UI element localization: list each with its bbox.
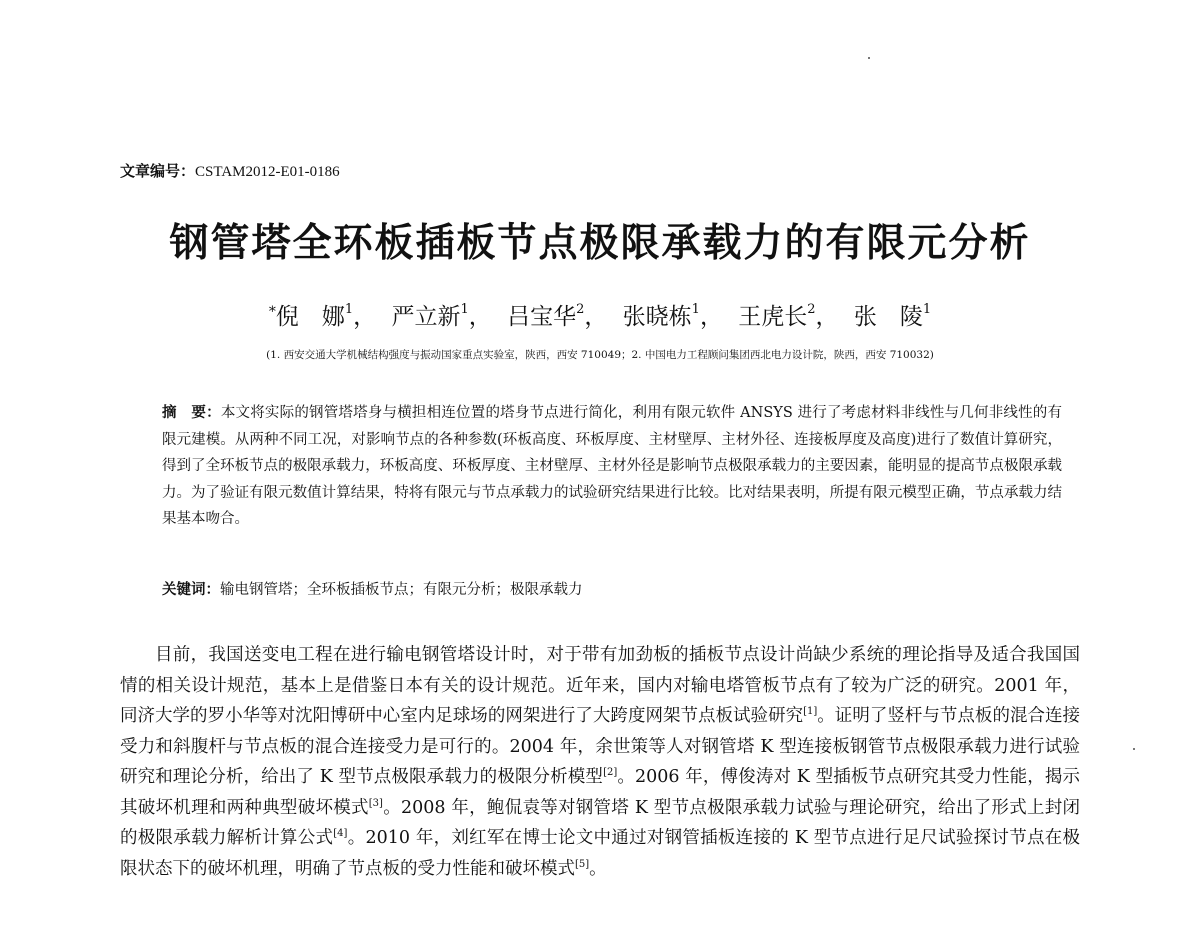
- body-paragraph: 目前，我国送变电工程在进行输电钢管塔设计时，对于带有加劲板的插板节点设计尚缺少系统的理论指导及适合我国国情的相关设计规范，基本上是借鉴日本有关的设计规范。近年来，国内对输电塔管板节点有了较为广泛的研究。2001 年，同济大学的罗小华等对沈阳博研中心室内足球场的网架进行了大跨度网架节点板试验研究[1]。证明了竖杆与节点板的混合连接受力和斜腹杆与节点板的混合连接受力是可行的。2004 年，余世策等人对钢管塔 K 型连接板钢管节点极限承载力进行试验研究和理论分析，给出了 K 型节点极限承载力的极限分析模型[2]。2006 年，傅俊涛对 K 型插板节点研究其受力性能，揭示其破坏机理和两种典型破坏模式[3]。2008 年，鲍侃袁等对钢管塔 K 型节点极限承载力试验与理论研究，给出了形式上封闭的极限承载力解析计算公式[4]。2010 年，刘红军在博士论文中通过对钢管插板连接的 K 型节点进行足尺试验探讨节点在极限状态下的破坏机理，明确了节点板的受力性能和破坏模式[5]。: [120, 645, 1081, 879]
- author: *倪 娜$^1$，: [268, 302, 377, 330]
- citation: [3]: [368, 797, 383, 809]
- body-text: [120, 640, 1080, 884]
- citation: [5]: [575, 858, 590, 870]
- author: 吕宝华$^2$，: [507, 302, 608, 330]
- abstract-text: 本文将实际的钢管塔塔身与横担相连位置的塔身节点进行简化，利用有限元软件 ANSYS 进行了考虑材料非线性与几何非线性的有限元建模。从两种不同工况，对影响节点的各种参数(环板高度、环板厚度、主材壁厚、主材外径、连接板厚度及高度)进行了数值计算研究，得到了全环板节点的极限承载力，环板高度、环板厚度、主材壁厚、主材外径是影响节点极限承载力的主要因素，能明显的提高节点极限承载力。为了验证有限元数值计算结果，特将有限元与节点承载力的试验研究结果进行比较。比对结果表明，所提有限元模型正确，节点承载力结果基本吻合。: [162, 405, 1063, 527]
- author: 王虎长$^2$，: [738, 302, 839, 330]
- scan-speck: [868, 57, 870, 59]
- keywords-text: 输电钢管塔；全环板插板节点；有限元分析；极限承载力: [220, 582, 583, 598]
- author-list: [0, 298, 1200, 331]
- citation: [4]: [333, 828, 348, 840]
- keywords-label: 关键词：: [162, 582, 220, 598]
- affiliations: (1. 西安交通大学机械结构强度与振动国家重点实验室，陕西，西安 710049；2. 中国电力工程顾问集团西北电力设计院，陕西，西安 710032): [266, 349, 934, 361]
- citation: [1]: [803, 706, 818, 718]
- citation: [2]: [603, 767, 618, 779]
- author: 张晓栋$^1$，: [622, 302, 723, 330]
- author: 张 陵$^1$: [853, 302, 932, 330]
- paper-title: 钢管塔全环板插板节点极限承载力的有限元分析: [169, 221, 1031, 266]
- article-number-value: CSTAM2012-E01-0186: [195, 164, 340, 180]
- author: 严立新$^1$，: [391, 302, 492, 330]
- abstract-label: 摘 要：: [162, 405, 221, 421]
- scan-speck: [1133, 748, 1135, 750]
- article-number-label: 文章编号：: [120, 162, 196, 180]
- abstract: [162, 400, 1062, 533]
- article-number: [120, 160, 340, 181]
- keywords: [162, 578, 583, 599]
